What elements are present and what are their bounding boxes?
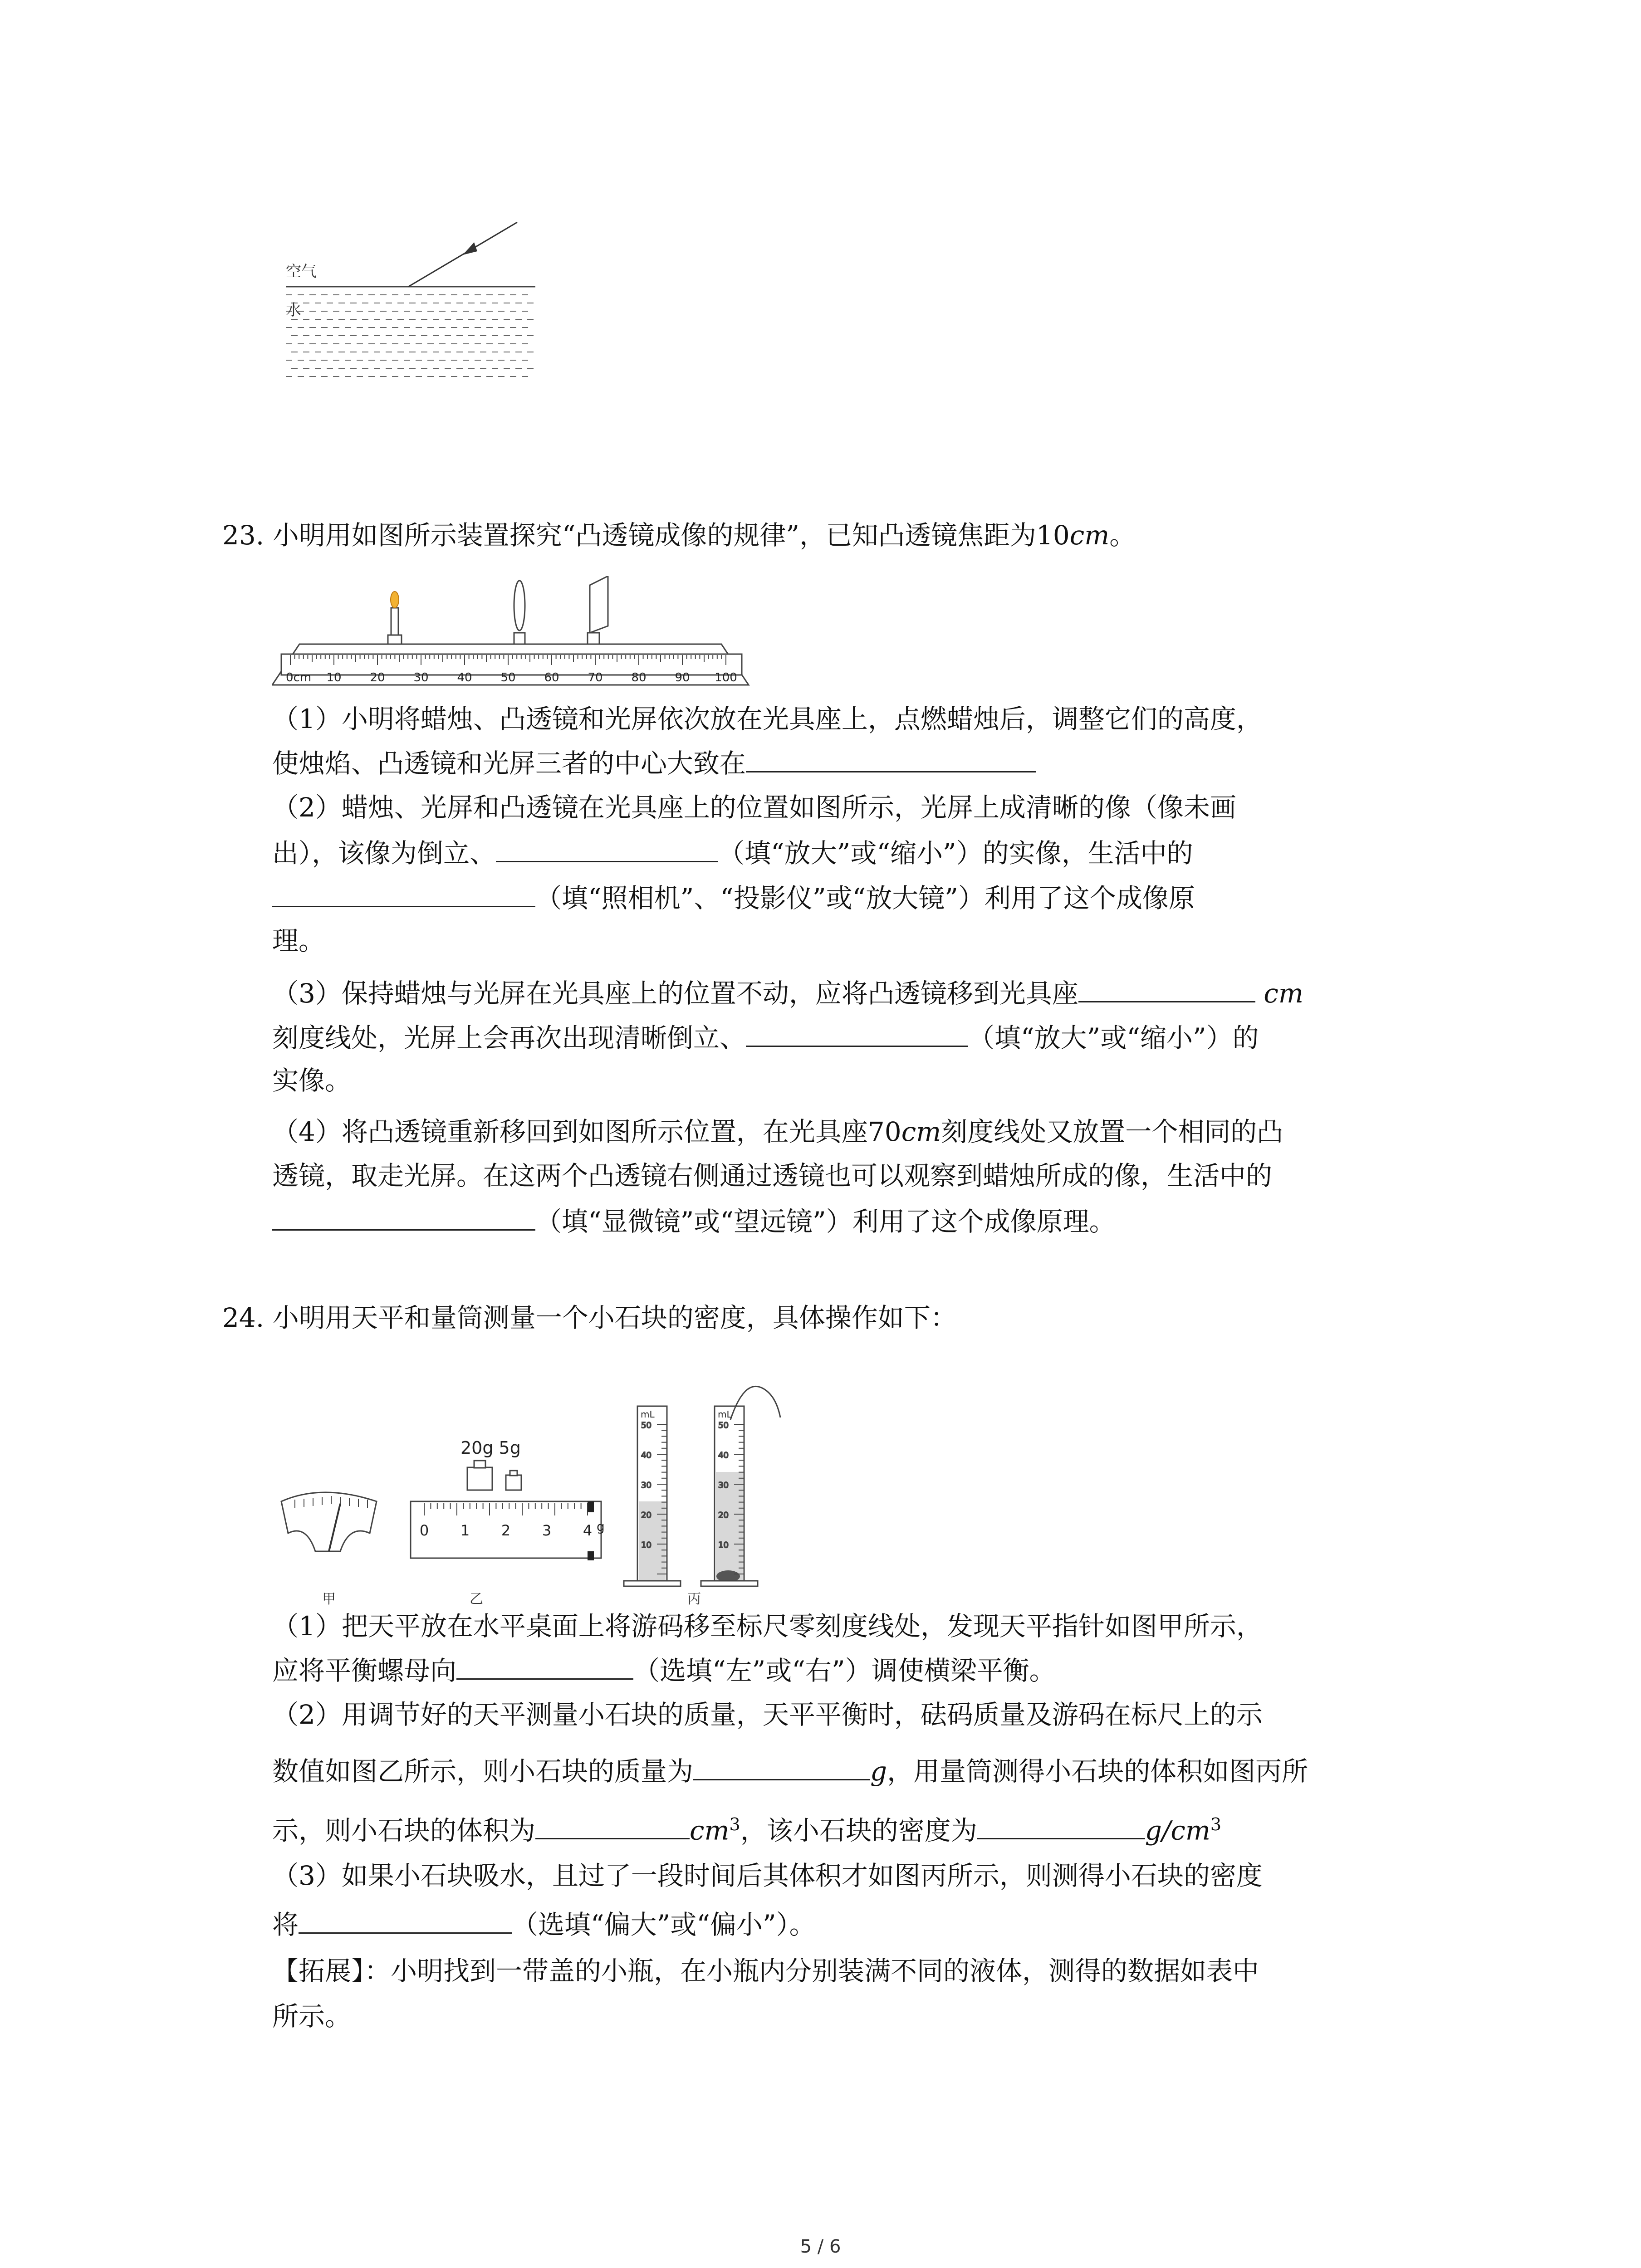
bench-tick-label: 30 bbox=[413, 671, 429, 684]
bench-tick-label: 0cm bbox=[286, 671, 312, 684]
q23-blank-5[interactable] bbox=[746, 1018, 968, 1047]
q24-intro: 24. 小明用天平和量筒测量一个小石块的密度，具体操作如下： bbox=[222, 1302, 957, 1333]
weights bbox=[467, 1461, 521, 1490]
q23-part4-line3: （填“显微镜”或“望远镜”）利用了这个成像原理。 bbox=[272, 1202, 1116, 1240]
rider bbox=[588, 1501, 594, 1512]
q24-blank-4[interactable] bbox=[977, 1811, 1145, 1839]
q24-blank-3[interactable] bbox=[535, 1811, 690, 1839]
q24-blank-5[interactable] bbox=[299, 1905, 512, 1934]
svg-text:mL: mL bbox=[641, 1409, 655, 1420]
balance-pointer-dial bbox=[281, 1492, 377, 1551]
q24-part3-line1: （3）如果小石块吸水，且过了一段时间后其体积才如图丙所示，则测得小石块的密度 bbox=[272, 1860, 1263, 1891]
cylinder-tick-label: 10 bbox=[718, 1540, 729, 1550]
cylinder-tick-label: 10 bbox=[641, 1540, 652, 1550]
cylinder-1 bbox=[624, 1406, 681, 1586]
q24-part2-line2: 数值如图乙所示，则小石块的质量为 g，用量筒测得小石块的体积如图丙所 bbox=[272, 1752, 1308, 1789]
bench-tick-label: 20 bbox=[370, 671, 385, 684]
bench-tick-label: 60 bbox=[544, 671, 559, 684]
q23-blank-4[interactable] bbox=[1078, 974, 1255, 1002]
bench-tick-label: 90 bbox=[675, 671, 690, 684]
q24-number: 24. bbox=[222, 1302, 265, 1333]
q23-part1-line2: 使烛焰、凸透镜和光屏三者的中心大致在 bbox=[272, 744, 1036, 782]
extension-line2: 所示。 bbox=[272, 2001, 352, 2032]
rider-tick-label: 0 bbox=[419, 1522, 429, 1539]
caption-yi: 乙 bbox=[470, 1591, 483, 1607]
optical-bench-figure bbox=[272, 576, 753, 699]
bench-tick-label: 40 bbox=[457, 671, 472, 684]
q23-part1-line1: （1）小明将蜡烛、凸透镜和光屏依次放在光具座上，点燃蜡烛后，调整它们的高度， bbox=[272, 704, 1263, 734]
q23-blank-2[interactable] bbox=[496, 834, 718, 862]
q24-part1-line2: 应将平衡螺母向 （选填“左”或“右”）调使横梁平衡。 bbox=[272, 1651, 1056, 1689]
q24-blank-2[interactable] bbox=[693, 1752, 870, 1780]
bench-tick-label: 100 bbox=[715, 671, 737, 684]
cylinder-tick-label: 50 bbox=[641, 1421, 652, 1430]
convex-lens bbox=[514, 581, 525, 644]
q24-part1-line1: （1）把天平放在水平桌面上将游码移至标尺零刻度线处，发现天平指针如图甲所示， bbox=[272, 1611, 1263, 1642]
q23-part2-line4: 理。 bbox=[272, 925, 325, 956]
weights-label: 20g 5g bbox=[460, 1438, 521, 1458]
cylinder-2-with-stone bbox=[701, 1386, 780, 1586]
extension-line1: 【拓展】：小明找到一带盖的小瓶，在小瓶内分别装满不同的液体，测得的数据如表中 bbox=[272, 1955, 1259, 1986]
q23-part2-line3: （填“照相机”、“投影仪”或“放大镜”）利用了这个成像原 bbox=[272, 879, 1195, 916]
balance-figure bbox=[272, 1352, 826, 1651]
cylinder-tick-label: 30 bbox=[641, 1481, 652, 1490]
q23-part2-line1: （2）蜡烛、光屏和凸透镜在光具座上的位置如图所示，光屏上成清晰的像（像未画 bbox=[272, 792, 1236, 823]
q24-part2-line3: 示，则小石块的体积为 $cm^3$，该小石块的密度为 $g/cm^3$ bbox=[272, 1806, 1221, 1848]
water-label: 水 bbox=[286, 301, 301, 319]
caption-jia: 甲 bbox=[322, 1591, 336, 1607]
q23-part3-line2: 刻度线处，光屏上会再次出现清晰倒立、 （填“放大”或“缩小”）的 bbox=[272, 1018, 1259, 1056]
bench-tick-label: 10 bbox=[326, 671, 342, 684]
q23-part2-line2: 出），该像为倒立、 （填“放大”或“缩小”）的实像，生活中的 bbox=[272, 834, 1193, 871]
cylinder-tick-label: 40 bbox=[641, 1451, 652, 1460]
bench-tick-label: 50 bbox=[500, 671, 516, 684]
page-number: 5 / 6 bbox=[800, 2236, 841, 2257]
q23-blank-6[interactable] bbox=[272, 1202, 535, 1231]
rider-tick-label: 3 bbox=[542, 1522, 552, 1539]
ray-arrow bbox=[463, 242, 477, 255]
incident-ray bbox=[408, 222, 517, 287]
cylinder-tick-label: 50 bbox=[718, 1421, 729, 1430]
candle bbox=[388, 591, 402, 644]
caption-bing: 丙 bbox=[687, 1591, 701, 1607]
rider-scale bbox=[411, 1501, 605, 1560]
q23-part3-line1: （3）保持蜡烛与光屏在光具座上的位置不动，应将凸透镜移到光具座 cm bbox=[272, 974, 1303, 1012]
q23-part4-line1: （4）将凸透镜重新移回到如图所示位置，在光具座70cm刻度线处又放置一个相同的凸 bbox=[272, 1116, 1283, 1147]
q23-number: 23. bbox=[222, 520, 265, 551]
q23-part4-line2: 透镜，取走光屏。在这两个凸透镜右侧通过透镜也可以观察到蜡烛所成的像，生活中的 bbox=[272, 1160, 1273, 1191]
q24-blank-1[interactable] bbox=[456, 1651, 633, 1680]
svg-text:g: g bbox=[597, 1519, 605, 1534]
rider-tick-label: 4 bbox=[583, 1522, 593, 1539]
rider-tick-label: 1 bbox=[460, 1522, 470, 1539]
cylinder-tick-label: 40 bbox=[718, 1451, 729, 1460]
svg-text:mL: mL bbox=[718, 1409, 732, 1420]
q23-blank-1[interactable] bbox=[746, 744, 1036, 772]
q23-blank-3[interactable] bbox=[272, 879, 535, 907]
bench-tick-label: 80 bbox=[631, 671, 647, 684]
refraction-diagram bbox=[272, 213, 590, 395]
q23-part3-line3: 实像。 bbox=[272, 1065, 352, 1096]
bench-tick-label: 70 bbox=[588, 671, 603, 684]
cylinder-tick-label: 30 bbox=[718, 1481, 729, 1490]
rider-tick-label: 2 bbox=[501, 1522, 511, 1539]
light-screen bbox=[588, 576, 608, 644]
q24-part2-line1: （2）用调节好的天平测量小石块的质量，天平平衡时，砝码质量及游码在标尺上的示 bbox=[272, 1699, 1263, 1730]
cylinder-tick-label: 20 bbox=[718, 1510, 729, 1520]
cylinder-tick-label: 20 bbox=[641, 1510, 652, 1520]
q24-part3-line2: 将 （选填“偏大”或“偏小”）。 bbox=[272, 1905, 816, 1943]
q23-intro: 23. 小明用如图所示装置探究“凸透镜成像的规律”，已知凸透镜焦距为10cm。 bbox=[222, 520, 1136, 551]
air-label: 空气 bbox=[286, 263, 317, 281]
